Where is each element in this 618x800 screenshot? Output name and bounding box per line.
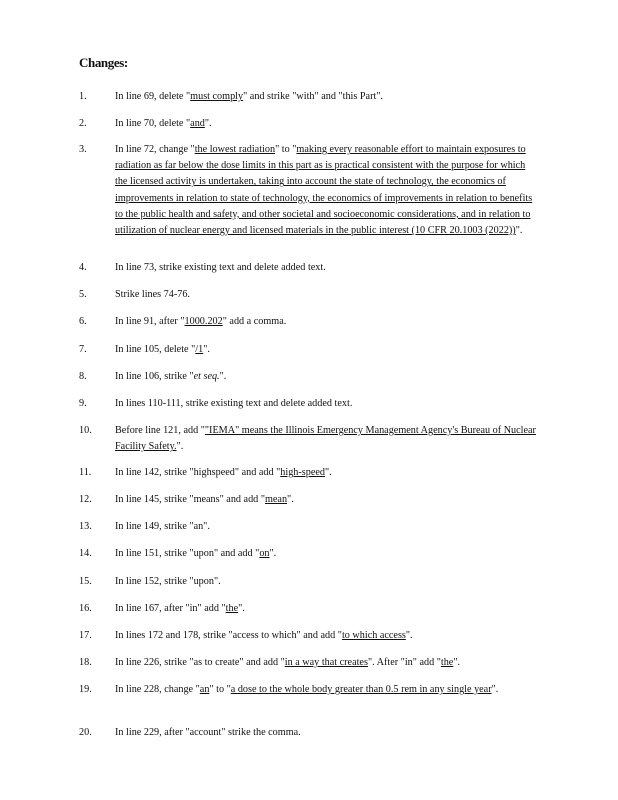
text-segment: In line 167, after "in" add " (115, 603, 226, 614)
item-text (115, 492, 539, 508)
item-text (115, 628, 539, 644)
text-segment: " and strike "with" and "this Part". (243, 91, 384, 102)
inserted-text: a dose to the whole body greater than 0.5 rem in any single year (230, 684, 492, 695)
text-segment: In line 106, strike " (115, 371, 194, 382)
item-text (115, 89, 539, 105)
text-segment: ". (287, 494, 294, 505)
item-text (115, 342, 539, 358)
text-segment: In line 228, change " (115, 684, 200, 695)
item-text (115, 396, 539, 412)
text-segment: ". (491, 684, 499, 695)
text-segment: Strike lines 74-76. (115, 289, 190, 300)
text-segment: " add a comma. (222, 316, 287, 327)
item-number: 17. (79, 630, 92, 641)
text-segment: In lines 110-111, strike existing text and delete added text. (115, 398, 353, 409)
text-segment: " to " (275, 144, 297, 155)
text-segment: In line 149, strike "an". (115, 521, 210, 532)
text-segment: In line 142, strike "highspeed" and add " (115, 467, 281, 478)
item-number: 16. (79, 603, 92, 614)
text-segment: ". (269, 548, 277, 559)
text-segment: In line 152, strike "upon". (115, 576, 221, 587)
item-number: 10. (79, 425, 92, 436)
item-number: 12. (79, 494, 92, 505)
item-text (115, 519, 539, 535)
item-number: 6. (79, 316, 87, 327)
text-segment: ". (204, 118, 212, 129)
text-segment: ". (219, 371, 227, 382)
text-segment: ". After "in" add " (367, 657, 441, 668)
text-segment: In line 69, delete " (115, 91, 191, 102)
item-text (115, 116, 539, 132)
item-number: 20. (79, 727, 92, 738)
item-number: 8. (79, 371, 87, 382)
text-segment: ". (176, 441, 184, 453)
item-text (115, 369, 539, 385)
inserted-text: the lowest radiation (194, 144, 276, 155)
text-segment: In line 151, strike "upon" and add " (115, 548, 260, 559)
text-segment: In line 145, strike "means" and add " (115, 494, 265, 505)
inserted-text: the (440, 657, 454, 668)
inserted-text: and (190, 118, 205, 129)
inserted-text: to which access (341, 630, 406, 641)
text-segment: ". (453, 657, 461, 668)
inserted-text: must comply (190, 91, 244, 102)
text-segment: In lines 172 and 178, strike "access to which" and add " (115, 630, 342, 641)
inserted-text: on (259, 548, 270, 559)
text-segment: ". (203, 344, 210, 355)
text-segment: In line 70, delete " (115, 118, 191, 129)
text-segment: In line 105, delete " (115, 344, 196, 355)
item-number: 9. (79, 398, 87, 409)
inserted-text: making every reasonable effort to maintain exposures to radiation as far below the dose limits in this part as is practical consistent with the purpose for which the licensed activity is undertaken, taking into account the state of technology, the economics of improvements in relation to state of technology, the economics of improvements in relation to benefits to the public health and safety, and other societal and socioeconomic considerations, and in relation to utilization of nuclear energy and licensed materials in the public interest (10 CFR 20.1003 (2022)) (115, 144, 533, 237)
inserted-text: the (225, 603, 239, 614)
item-text (115, 314, 539, 330)
item-text (115, 142, 539, 239)
item-number: 19. (79, 684, 92, 695)
text-segment: " to " (209, 684, 231, 695)
item-number: 1. (79, 91, 87, 102)
inserted-text: in a way that creates (284, 657, 368, 668)
inserted-text: "IEMA" means the Illinois Emergency Management Agency's Bureau of Nuclear Facility Safety. (115, 425, 536, 453)
item-text (115, 725, 539, 741)
item-text (115, 601, 539, 617)
text-segment: In line 73, strike existing text and delete added text. (115, 262, 326, 273)
item-number: 7. (79, 344, 87, 355)
item-number: 2. (79, 118, 87, 129)
text-segment: ". (405, 630, 413, 641)
text-segment: In line 229, after "account" strike the comma. (115, 727, 301, 738)
inserted-text: an (199, 684, 210, 695)
text-segment: Before line 121, add " (115, 425, 205, 436)
item-text (115, 260, 539, 276)
item-number: 3. (79, 144, 87, 155)
item-text (115, 655, 539, 671)
item-number: 4. (79, 262, 87, 273)
text-segment: In line 226, strike "as to create" and add " (115, 657, 285, 668)
item-number: 11. (79, 467, 92, 478)
page-title: Changes: (79, 55, 128, 70)
item-text (115, 546, 539, 562)
text-segment: In line 91, after " (115, 316, 185, 327)
item-text (115, 423, 539, 455)
item-text (115, 574, 539, 590)
item-number: 18. (79, 657, 92, 668)
text-segment: In line 72, change " (115, 144, 195, 155)
item-text (115, 287, 539, 303)
text-segment: ". (324, 467, 332, 478)
item-number: 13. (79, 521, 92, 532)
text-segment: ". (515, 225, 523, 237)
item-text (115, 465, 539, 481)
inserted-text: mean (264, 494, 288, 505)
item-text (115, 682, 539, 698)
item-number: 15. (79, 576, 92, 587)
struck-text: et seq. (193, 371, 220, 382)
text-segment: ". (238, 603, 245, 614)
inserted-text: high-speed (280, 467, 325, 478)
inserted-text: 1000.202 (184, 316, 223, 327)
item-number: 14. (79, 548, 92, 559)
item-number: 5. (79, 289, 87, 300)
inserted-text: /1 (195, 344, 204, 355)
